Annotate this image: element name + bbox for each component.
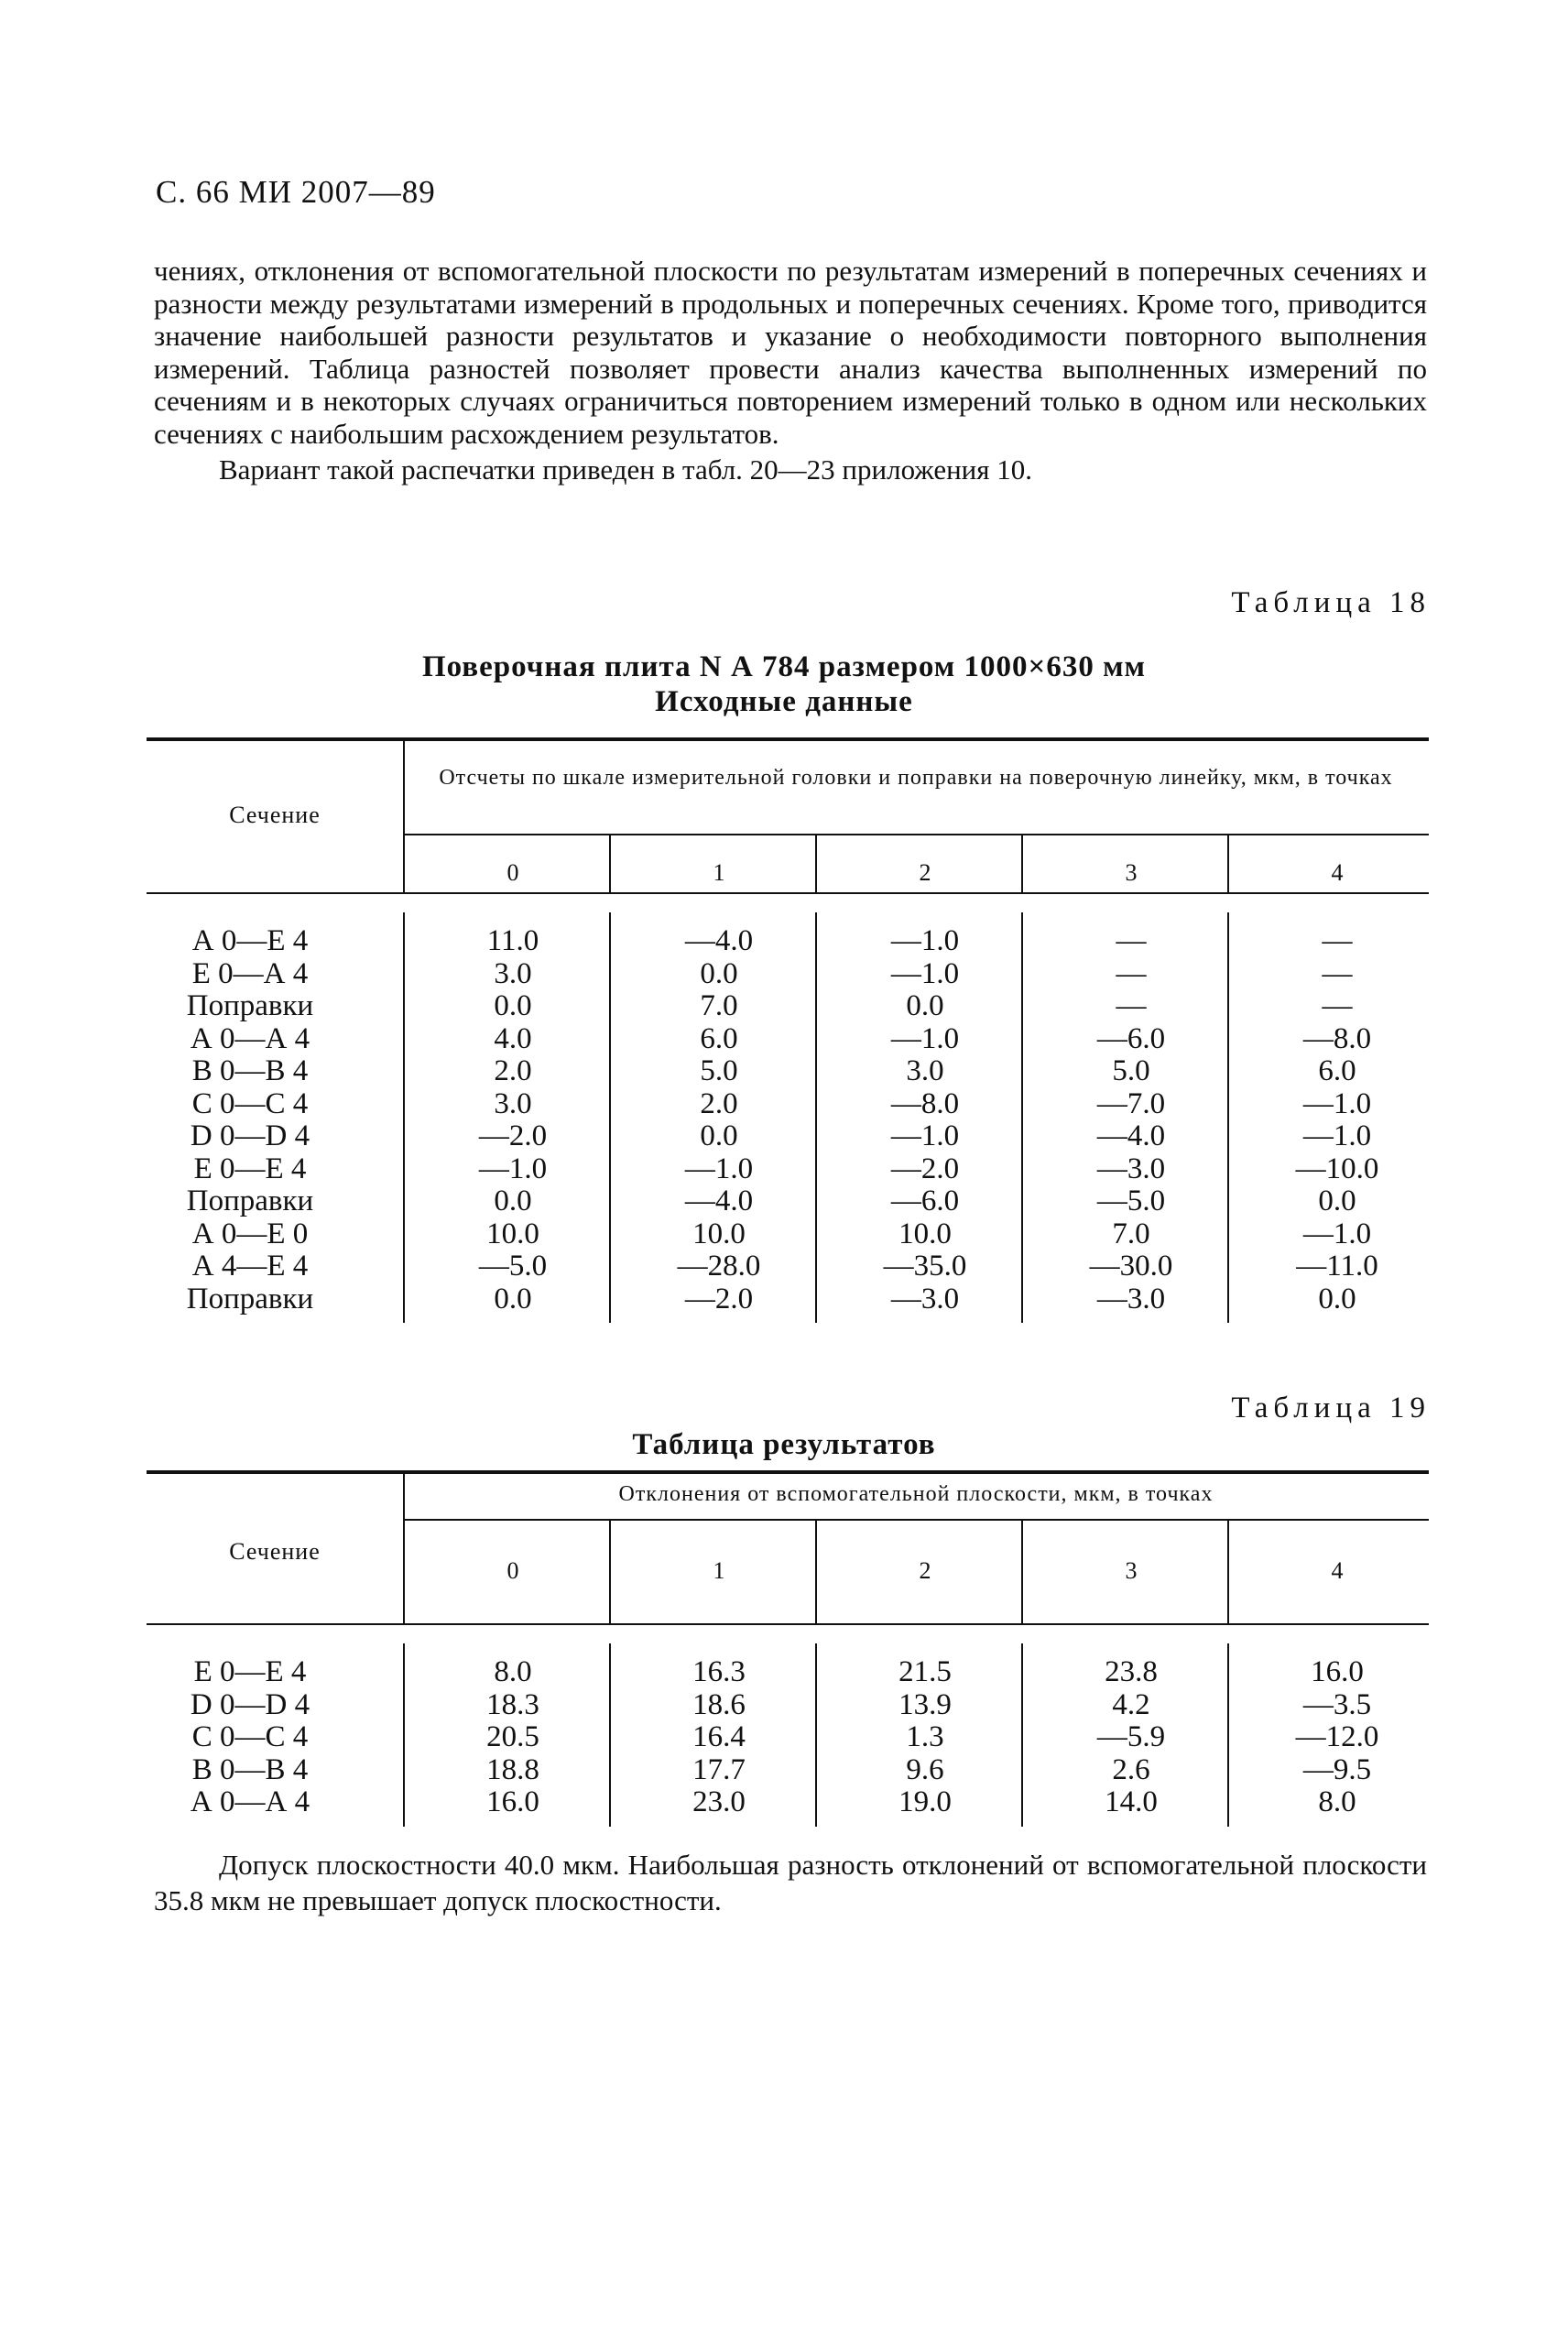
table18-cell: — bbox=[1116, 924, 1147, 957]
table19-row-label: В 0—В 4 bbox=[191, 1752, 309, 1786]
table18-cell: 7.0 bbox=[700, 989, 738, 1022]
table18-cell: —8.0 bbox=[890, 1086, 960, 1120]
table18-cell: —11.0 bbox=[1296, 1250, 1378, 1283]
table18-cell: —3.0 bbox=[890, 1282, 960, 1315]
table19-header-bottom-rule bbox=[147, 1623, 1429, 1625]
table19-cell: 21.5 bbox=[898, 1655, 952, 1688]
table18-cell: 11.0 bbox=[486, 924, 539, 957]
table18-header-group: Отсчеты по шкале измерительной головки и поправки на поверочную линейку, мкм, в точках bbox=[439, 766, 1393, 790]
table18-point-2: 2 bbox=[919, 859, 931, 886]
table18-row-label: С 0—С 4 bbox=[191, 1086, 309, 1120]
table18-cell: 0.0 bbox=[700, 1119, 738, 1152]
table19-cell: —3.5 bbox=[1302, 1687, 1372, 1721]
table19-cell: 19.0 bbox=[898, 1785, 952, 1818]
table18-label: Таблица 18 bbox=[1231, 586, 1431, 619]
table18-row-label: А 0—Е 0 bbox=[191, 1217, 309, 1250]
table18-cell: 7.0 bbox=[1112, 1217, 1150, 1250]
table19-point-4: 4 bbox=[1331, 1557, 1344, 1584]
table19-top-rule bbox=[147, 1470, 1429, 1474]
table19-cell: 23.0 bbox=[692, 1785, 746, 1818]
table18-cell: —1.0 bbox=[890, 1021, 960, 1055]
table18-cell: 2.0 bbox=[494, 1054, 532, 1087]
conclusion-text bbox=[154, 1847, 1427, 1918]
table18-subheader-vline bbox=[1227, 835, 1229, 892]
table18-body-vline bbox=[1227, 912, 1229, 1323]
table18-cell: —1.0 bbox=[1302, 1086, 1372, 1120]
table19-header-divider bbox=[403, 1519, 1429, 1521]
table19-row-label: А 0—А 4 bbox=[190, 1785, 310, 1818]
table18-title bbox=[0, 649, 1568, 719]
table18-cell: —5.0 bbox=[478, 1250, 548, 1283]
table18-title-line2: Исходные данные bbox=[655, 685, 913, 718]
table18-point-1: 1 bbox=[713, 859, 725, 886]
table18-cell: 6.0 bbox=[1318, 1054, 1356, 1087]
table18-cell: 4.0 bbox=[494, 1021, 532, 1055]
table19-cell: 16.0 bbox=[486, 1785, 539, 1818]
table18-cell: 0.0 bbox=[906, 989, 944, 1022]
table18-cell: —2.0 bbox=[890, 1152, 960, 1185]
table18-title-line1: Поверочная плита N А 784 размером 1000×630 мм bbox=[421, 650, 1147, 683]
table19-body-vline bbox=[1021, 1643, 1023, 1827]
table19-row-label: D 0—D 4 bbox=[190, 1687, 310, 1721]
table18-body-vline bbox=[1021, 912, 1023, 1323]
table19-row-label: С 0—С 4 bbox=[191, 1720, 309, 1753]
table18-row-label: D 0—D 4 bbox=[190, 1119, 310, 1152]
table19-body-vline bbox=[1227, 1643, 1229, 1827]
table18-cell: 0.0 bbox=[494, 1282, 532, 1315]
table19-header-vline bbox=[403, 1474, 405, 1623]
table18-cell: 5.0 bbox=[700, 1054, 738, 1087]
table18-cell: —4.0 bbox=[1096, 1119, 1166, 1152]
table18-subheader-vline bbox=[609, 835, 611, 892]
table19-cell: 17.7 bbox=[692, 1752, 746, 1786]
table18-cell: —1.0 bbox=[890, 1119, 960, 1152]
table19-subheader-vline bbox=[1227, 1521, 1229, 1623]
table18-body-vline bbox=[609, 912, 611, 1323]
table18-cell: —6.0 bbox=[1096, 1021, 1166, 1055]
conclusion-paragraph: Допуск плоскостности 40.0 мкм. Наибольшая разность отклонений от вспомогательной плоскости 35.8 мкм не превышает допуск плоскостности. bbox=[154, 1849, 1427, 1916]
table18-body bbox=[0, 925, 1568, 1325]
table18-cell: 5.0 bbox=[1112, 1054, 1150, 1087]
table18-cell: —2.0 bbox=[684, 1282, 754, 1315]
table19-header-section: Сечение bbox=[229, 1538, 321, 1565]
table19-cell: 8.0 bbox=[494, 1655, 532, 1688]
table18-cell: —35.0 bbox=[883, 1250, 967, 1283]
table18-row-label: Е 0—Е 4 bbox=[193, 1152, 307, 1185]
table18-cell: —2.0 bbox=[478, 1119, 548, 1152]
running-head: С. 66 МИ 2007—89 bbox=[156, 174, 436, 210]
table19-point-1: 1 bbox=[713, 1557, 725, 1584]
table19-cell: —12.0 bbox=[1295, 1720, 1379, 1753]
table18-cell: — bbox=[1116, 956, 1147, 990]
table18-cell: —4.0 bbox=[684, 1184, 754, 1217]
table19-cell: 18.8 bbox=[486, 1752, 539, 1786]
table18-cell: — bbox=[1322, 924, 1353, 957]
table18-cell: 6.0 bbox=[700, 1021, 738, 1055]
table19-body-vline bbox=[403, 1643, 405, 1827]
table19-cell: 16.0 bbox=[1311, 1655, 1364, 1688]
table18-cell: 3.0 bbox=[906, 1054, 944, 1087]
table18-cell: — bbox=[1116, 989, 1147, 1022]
table18-cell: —4.0 bbox=[684, 924, 754, 957]
table18-row-label: А 0—А 4 bbox=[190, 1021, 310, 1055]
table18-cell: —7.0 bbox=[1096, 1086, 1166, 1120]
table18-cell: — bbox=[1322, 989, 1353, 1022]
table18-row-label: Поправки bbox=[186, 1184, 314, 1217]
table19-point-3: 3 bbox=[1125, 1557, 1138, 1584]
table19-subheader-vline bbox=[815, 1521, 817, 1623]
table18-header-section: Сечение bbox=[229, 802, 321, 828]
table18-point-0: 0 bbox=[506, 859, 519, 886]
table18-header-divider bbox=[403, 834, 1429, 835]
table18-cell: —10.0 bbox=[1295, 1152, 1379, 1185]
table18-row-label: В 0—В 4 bbox=[191, 1054, 309, 1087]
intro-text bbox=[154, 255, 1427, 486]
intro-paragraph: чениях, отклонения от вспомогательной плоскости по результатам измерений в поперечных сечениях и разности между результатами измерений в продольных и поперечных сечениях. Кроме того, приводится значение наибольшей разности результатов и указание о необходимости повторного выполнения измерений. Таблица разностей позволяет провести анализ качества выполненных измерений по сечениям и в некоторых случаях ограничиться повторением измерений только в одном или нескольких сечениях с наибольшим расхождением результатов. bbox=[154, 255, 1427, 450]
table18-cell: 0.0 bbox=[494, 1184, 532, 1217]
table18-cell: 2.0 bbox=[700, 1086, 738, 1120]
table19-label: Таблица 19 bbox=[1231, 1392, 1431, 1424]
table19-cell: 4.2 bbox=[1112, 1687, 1150, 1721]
table19-cell: 8.0 bbox=[1318, 1785, 1356, 1818]
table18-cell: 0.0 bbox=[494, 989, 532, 1022]
table18-row-label: Поправки bbox=[186, 1282, 314, 1315]
table18-cell: —1.0 bbox=[1302, 1119, 1372, 1152]
table18-subheader-vline bbox=[1021, 835, 1023, 892]
table18-cell: 10.0 bbox=[898, 1217, 952, 1250]
table18-cell: 0.0 bbox=[1318, 1184, 1356, 1217]
table18-header-vline bbox=[403, 741, 405, 892]
table19-cell: 9.6 bbox=[906, 1752, 944, 1786]
table18-cell: 0.0 bbox=[700, 956, 738, 990]
table19-cell: —5.9 bbox=[1096, 1720, 1166, 1753]
table19-row-label: Е 0—Е 4 bbox=[193, 1655, 307, 1688]
table19-cell: —9.5 bbox=[1302, 1752, 1372, 1786]
variant-note: Вариант такой распечатки приведен в табл. 20—23 приложения 10. bbox=[219, 453, 1033, 486]
table18-cell: —8.0 bbox=[1302, 1021, 1372, 1055]
table19-cell: 18.3 bbox=[486, 1687, 539, 1721]
table18-cell: —1.0 bbox=[684, 1152, 754, 1185]
table19-cell: 2.6 bbox=[1112, 1752, 1150, 1786]
table19-cell: 1.3 bbox=[906, 1720, 944, 1753]
table18-cell: — bbox=[1322, 956, 1353, 990]
table18-row-label: Е 0—А 4 bbox=[191, 956, 309, 990]
table19-cell: 16.3 bbox=[692, 1655, 746, 1688]
table18-row-label: А 4—Е 4 bbox=[191, 1250, 309, 1283]
table19-title: Таблица результатов bbox=[632, 1428, 936, 1461]
table18-point-4: 4 bbox=[1331, 859, 1344, 886]
table18-cell: 3.0 bbox=[494, 956, 532, 990]
table19-cell: 13.9 bbox=[898, 1687, 952, 1721]
table18-cell: 10.0 bbox=[692, 1217, 746, 1250]
table18-row-label: Поправки bbox=[186, 989, 314, 1022]
table19-cell: 16.4 bbox=[692, 1720, 746, 1753]
table19-point-0: 0 bbox=[506, 1557, 519, 1584]
table18-cell: 0.0 bbox=[1318, 1282, 1356, 1315]
table18-cell: —1.0 bbox=[890, 924, 960, 957]
table18-subheader-vline bbox=[815, 835, 817, 892]
table19-cell: 14.0 bbox=[1105, 1785, 1158, 1818]
table18-cell: —28.0 bbox=[677, 1250, 761, 1283]
table19-cell: 23.8 bbox=[1105, 1655, 1158, 1688]
table19-body-vline bbox=[815, 1643, 817, 1827]
table18-cell: —30.0 bbox=[1089, 1250, 1173, 1283]
table18-cell: 10.0 bbox=[486, 1217, 539, 1250]
table19-point-2: 2 bbox=[919, 1557, 931, 1584]
table19-subheader-vline bbox=[1021, 1521, 1023, 1623]
table18-cell: —6.0 bbox=[890, 1184, 960, 1217]
table18-body-vline bbox=[403, 912, 405, 1323]
table18-body-vline bbox=[815, 912, 817, 1323]
table18-cell: 3.0 bbox=[494, 1086, 532, 1120]
table18-cell: —1.0 bbox=[478, 1152, 548, 1185]
table18-point-3: 3 bbox=[1125, 859, 1138, 886]
table19-body-vline bbox=[609, 1643, 611, 1827]
table19-body bbox=[0, 1656, 1568, 1828]
table18-row-label: А 0—Е 4 bbox=[191, 924, 309, 957]
table18-header-bottom-rule bbox=[147, 892, 1429, 894]
table18-cell: —1.0 bbox=[890, 956, 960, 990]
table19-cell: 20.5 bbox=[486, 1720, 539, 1753]
table19-header-group: Отклонения от вспомогательной плоскости, мкм, в точках bbox=[618, 1482, 1214, 1506]
table18-cell: —3.0 bbox=[1096, 1282, 1166, 1315]
table19-subheader-vline bbox=[609, 1521, 611, 1623]
table18-cell: —3.0 bbox=[1096, 1152, 1166, 1185]
table18-cell: —1.0 bbox=[1302, 1217, 1372, 1250]
table18-cell: —5.0 bbox=[1096, 1184, 1166, 1217]
table19-cell: 18.6 bbox=[692, 1687, 746, 1721]
table18-top-rule bbox=[147, 737, 1429, 741]
